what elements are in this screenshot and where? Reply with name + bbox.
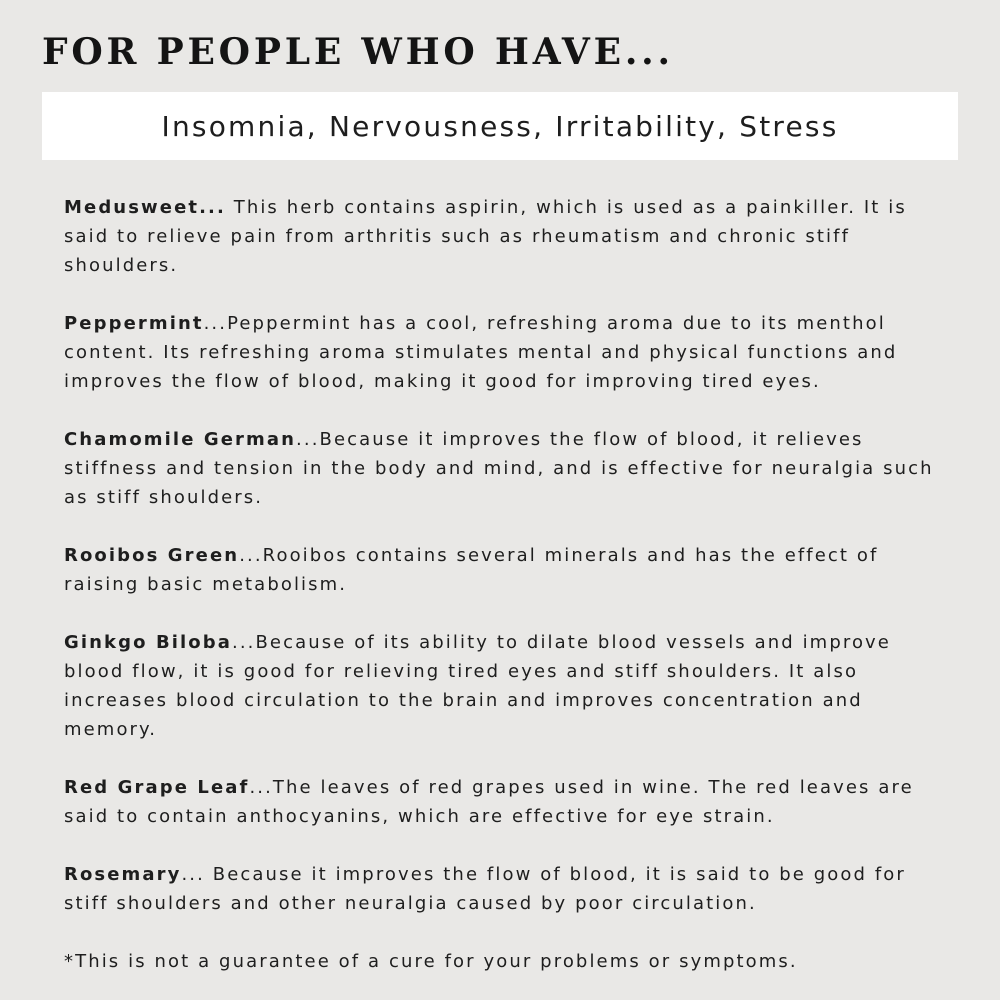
herb-description: ...Because it improves the flow of blood, it relieves stiffness and tension in the body and mind, and is effective for neuralgia such as stiff shoulders. — [64, 429, 934, 508]
conditions-banner — [42, 92, 958, 160]
herb-name: Rosemary — [64, 864, 182, 885]
herb-description: This herb contains aspirin, which is used as a painkiller. It is said to relieve pain from arthritis such as rheumatism and chronic stiff shoulders. — [64, 197, 907, 276]
herb-name: Red Grape Leaf — [64, 777, 250, 798]
herb-description: ...The leaves of red grapes used in wine. The red leaves are said to contain anthocyanins, which are effective for eye strain. — [64, 777, 914, 827]
herb-entry-rosemary — [64, 860, 954, 918]
herb-entry-red-grape-leaf — [64, 773, 954, 831]
herb-description: ...Rooibos contains several minerals and has the effect of raising basic metabolism. — [64, 545, 879, 595]
herb-list — [64, 193, 954, 976]
herb-entry-chamomile-german — [64, 425, 954, 512]
herb-description: ...Because of its ability to dilate blood vessels and improve blood flow, it is good for relieving tired eyes and stiff shoulders. It also increases blood circulation to the brain and improves concentration and memory. — [64, 632, 891, 740]
herb-name: Medusweet... — [64, 197, 226, 218]
herb-description: ...Peppermint has a cool, refreshing aroma due to its menthol content. Its refreshing aroma stimulates mental and physical functions and improves the flow of blood, making it good for improving tired eyes. — [64, 313, 898, 392]
herb-name: Peppermint — [64, 313, 204, 334]
disclaimer: *This is not a guarantee of a cure for your problems or symptoms. — [64, 951, 798, 972]
herb-description: ... Because it improves the flow of blood, it is said to be good for stiff shoulders and other neuralgia caused by poor circulation. — [64, 864, 906, 914]
herb-entry-rooibos-green — [64, 541, 954, 599]
page-title: FOR PEOPLE WHO HAVE... — [42, 31, 674, 73]
herb-entry-medusweet — [64, 193, 954, 280]
herb-entry-peppermint — [64, 309, 954, 396]
herb-name: Ginkgo Biloba — [64, 632, 233, 653]
herb-entry-ginkgo-biloba — [64, 628, 954, 744]
conditions-text: Insomnia, Nervousness, Irritability, Stress — [161, 109, 839, 143]
herb-name: Chamomile German — [64, 429, 297, 450]
herb-name: Rooibos Green — [64, 545, 240, 566]
